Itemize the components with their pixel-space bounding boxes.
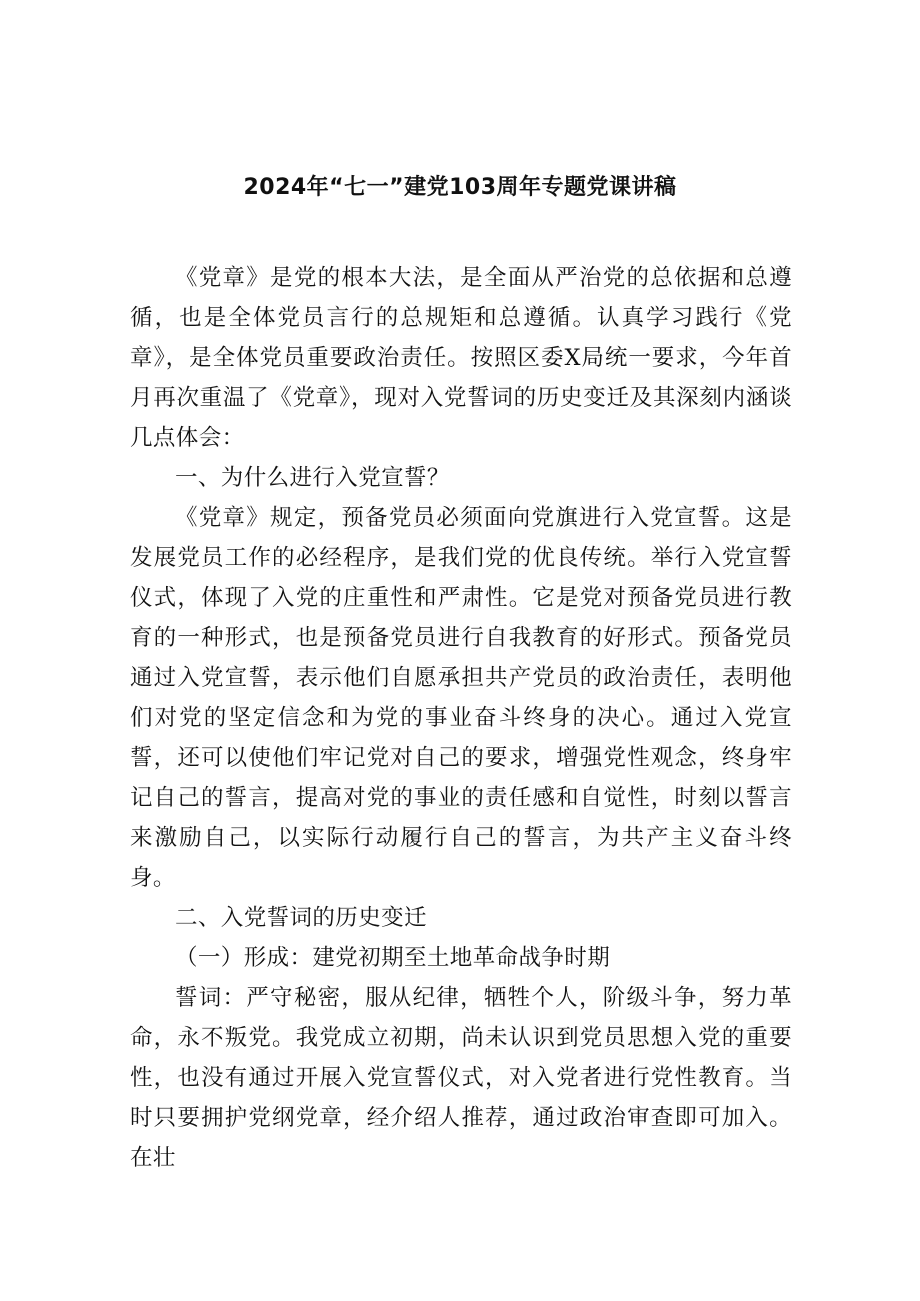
document-body: [130, 258, 792, 1178]
document-title: 2024年“七一”建党103周年专题党课讲稿: [243, 175, 677, 200]
section-2-heading: 二、入党誓词的历史变迁: [175, 905, 427, 931]
section-2-subheading: （一）形成：建党初期至土地革命战争时期: [175, 945, 611, 971]
section-2-paragraph: 誓词：严守秘密，服从纪律，牺牲个人，阶级斗争，努力革命，永不叛党。我党成立初期，尚未认识到党员思想入党的重要性，也没有通过开展入党宣誓仪式，对入党者进行党性教育。当时只要拥护党纲党章，经介绍人推荐，通过政治审查即可加入。在壮: [130, 985, 792, 1171]
section-1-paragraph: 《党章》规定，预备党员必须面向党旗进行入党宣誓。这是发展党员工作的必经程序，是我们党的优良传统。举行入党宣誓仪式，体现了入党的庄重性和严肃性。它是党对预备党员进行教育的一种形式，也是预备党员进行自我教育的好形式。预备党员通过入党宣誓，表示他们自愿承担共产党员的政治责任，表明他们对党的坚定信念和为党的事业奋斗终身的决心。通过入党宣誓，还可以使他们牢记党对自己的要求，增强党性观念，终身牢记自己的誓言，提高对党的事业的责任感和自觉性，时刻以誓言来激励自己，以实际行动履行自己的誓言，为共产主义奋斗终身。: [130, 505, 792, 891]
section-1-heading: 一、为什么进行入党宣誓？: [175, 465, 450, 491]
intro-paragraph: 《党章》是党的根本大法，是全面从严治党的总依据和总遵循，也是全体党员言行的总规矩和总遵循。认真学习践行《党章》，是全体党员重要政治责任。按照区委X局统一要求，今年首月再次重温了《党章》，现对入党誓词的历史变迁及其深刻内涵谈几点体会：: [130, 265, 792, 451]
